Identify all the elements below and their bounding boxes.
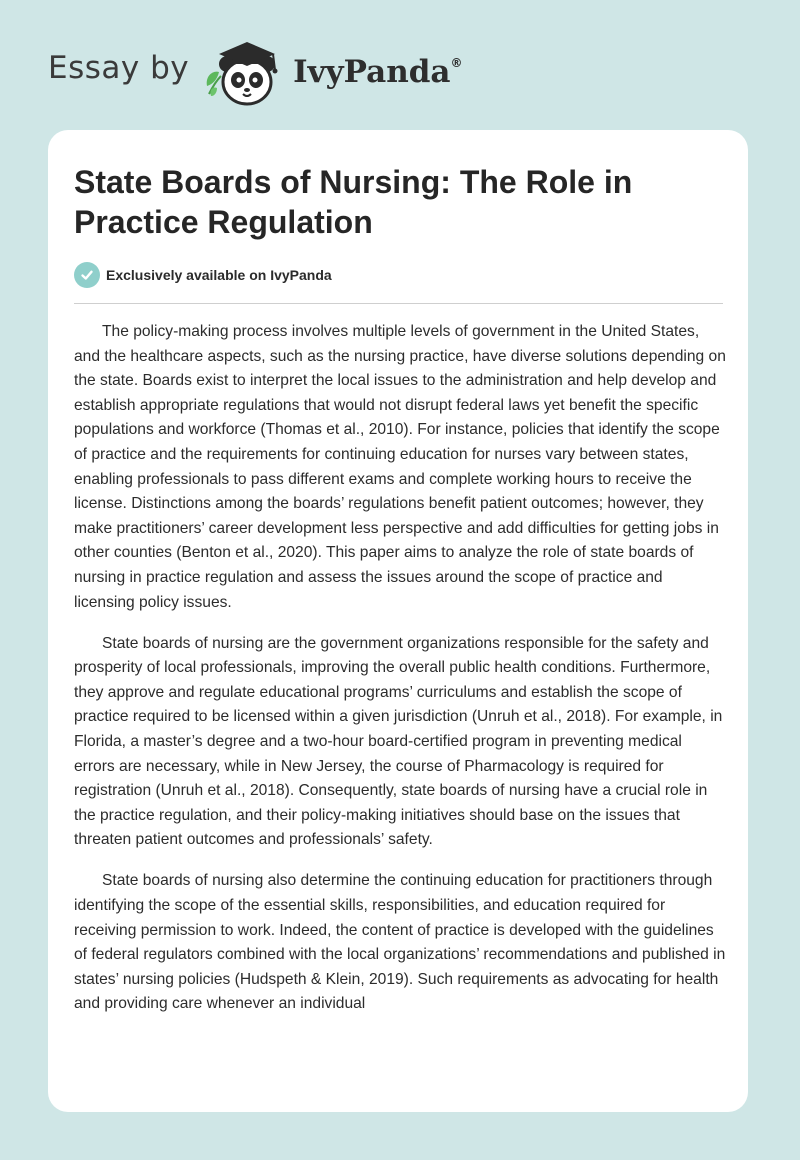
brand-name[interactable] xyxy=(293,54,462,90)
panda-logo-icon[interactable] xyxy=(203,36,287,108)
paragraph: The policy-making process involves multiple levels of government in the United States, and the healthcare aspects, such as the nursing practice, have diverse solutions depending on the state. Boards exist to interpret the local issues to the administration and help develop and establish appropriate regulations that would not disrupt federal laws yet benefit the specific populations and workforce (Thomas et al., 2010). For instance, policies that identify the scope of practice and the requirements for continuing education for nurses vary between states, enabling professionals to pass different exams and complete working hours to receive the license. Distinctions among the boards’ regulations benefit patient outcomes; however, they make practitioners’ career development less perspective and add difficulties for getting jobs in other counties (Benton et al., 2020). This paper aims to analyze the role of state boards of nursing in practice regulation and assess the issues around the scope of practice and licensing policy issues. xyxy=(74,323,726,611)
paragraph: State boards of nursing also determine the continuing education for practitioners through identifying the scope of the essential skills, responsibilities, and education required for receiving permission to work. Indeed, the content of practice is developed with the guidelines of federal regulators combined with the local organizations’ recommendations and published in states’ nursing policies (Hudspeth & Klein, 2019). Such requirements as advocating for health and providing care whenever an individual xyxy=(74,872,726,1013)
exclusive-badge xyxy=(74,262,332,288)
paragraph: State boards of nursing are the government organizations responsible for the safety and prosperity of local professionals, improving the overall public health conditions. Furthermore, they approve and regulate educational programs’ curriculums and establish the scope of practice required to be licensed within a given jurisdiction (Unruh et al., 2018). For example, in Florida, a master’s degree and a two-hour board-certified program in preventing medical errors are necessary, while in New Jersey, the course of Pharmacology is required for registration (Unruh et al., 2018). Consequently, state boards of nursing have a crucial role in the practice regulation, and their policy-making initiatives should base on the issues that threaten patient outcomes and professionals’ safety. xyxy=(74,634,723,849)
badge-label: Exclusively available on IvyPanda xyxy=(106,267,332,283)
article-body xyxy=(74,320,726,1034)
brand-label: IvyPanda xyxy=(293,54,451,90)
divider xyxy=(74,303,723,304)
page-title: State Boards of Nursing: The Role in Practice Regulation xyxy=(74,164,633,240)
registered-mark: ® xyxy=(450,56,463,70)
article-card xyxy=(48,130,748,1112)
essay-by-label: Essay by xyxy=(48,50,190,86)
checkmark-icon xyxy=(74,262,100,288)
site-header xyxy=(48,36,548,108)
